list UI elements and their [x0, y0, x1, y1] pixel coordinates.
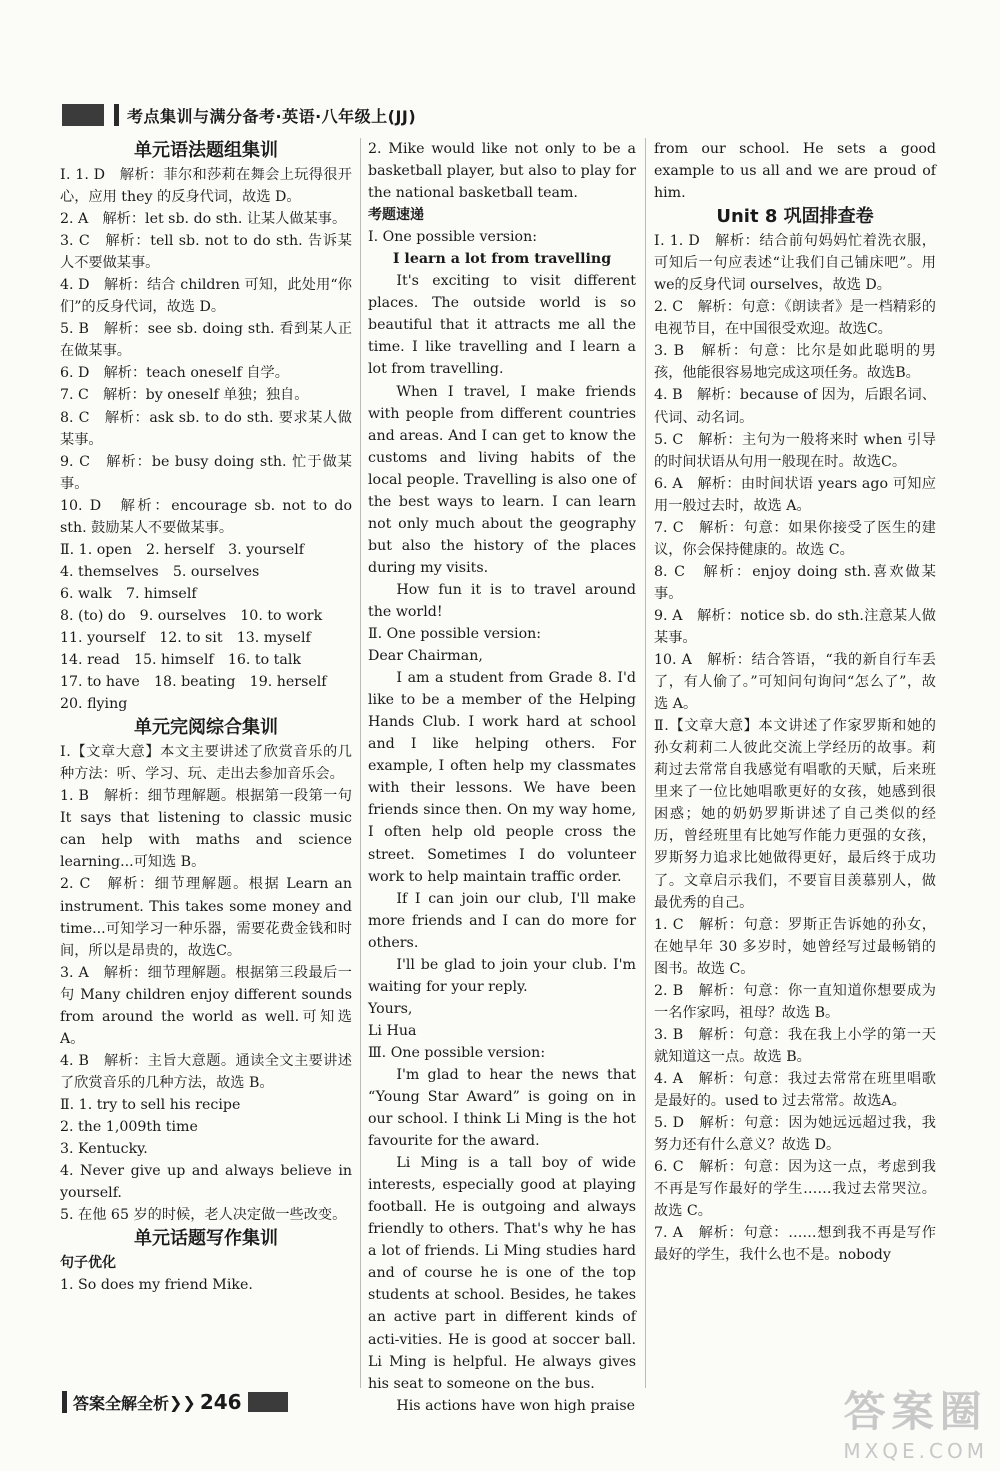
text-line: 10. D 解析：encourage sb. not to do sth. 鼓励某人不要做某事。: [60, 497, 352, 536]
text-line: Ⅱ. 1. open 2. herself 3. yourself: [60, 541, 305, 558]
text-line: 4. B 解析：because of 因为，后跟名词、代词、动名词。: [654, 387, 936, 426]
version-label: Ⅲ. One possible version:: [368, 1044, 546, 1061]
text-line: 5. B 解析：see sb. doing sth. 看到某人正在做某事。: [60, 321, 352, 360]
text-line: I'm glad to hear the news that “Young Star Award” is going on in our school. I think Li Ming is the hot favourite for the award.: [368, 1066, 636, 1150]
version-label: Ⅰ. One possible version:: [368, 229, 538, 246]
continued-text: from our school. He sets a good example to us all and we are proud of him.: [654, 141, 936, 202]
letter-body: [368, 667, 636, 998]
footer-block: [248, 1392, 288, 1412]
text-line: 3. B 解析：句意：我在我上小学的第一天就知道这一点。故选 B。: [654, 1026, 936, 1065]
text-line: 4. themselves 5. ourselves: [60, 563, 260, 580]
text-line: 7. A 解析：句意：……想到我不再是写作最好的学生，我什么也不是。nobody: [654, 1225, 936, 1264]
text-line: Ⅰ. 1. D 解析：结合前句妈妈忙着洗衣服，可知后一句应表述“让我们自己铺床吧”。用 we的反身代词 ourselves，故选 D。: [654, 233, 936, 294]
watermark: [843, 1379, 988, 1463]
subsection-title: 句子优化: [60, 1255, 116, 1272]
text-line: 1. So does my friend Mike.: [60, 1277, 253, 1294]
text-line: Li Hua: [368, 1022, 417, 1039]
letter-signature: [368, 998, 636, 1042]
essay-title: I learn a lot from travelling: [392, 251, 612, 268]
answer-group: [60, 1274, 352, 1296]
chevron-right-icon: ❯❯: [169, 1392, 196, 1412]
column-3: [654, 138, 936, 1266]
header-title: 考点集训与满分备考·英语·八年级上(JJ): [127, 106, 417, 126]
text-line: 2. B 解析：句意：你一直知道你想要成为一名作家吗，祖母？故选 B。: [654, 982, 936, 1021]
text-line: 4. A 解析：句意：我过去常常在班里唱歌是最好的。used to 过去常常。故选A。: [654, 1070, 936, 1109]
text-line: 6. C 解析：句意：因为这一点，考虑到我不再是写作最好的学生……我过去常哭泣。故选 C。: [654, 1159, 936, 1220]
page-header: [62, 100, 642, 130]
text-line: His actions have won high praise: [396, 1397, 635, 1414]
text-line: 3. C 解析：tell sb. not to do sth. 告诉某人不要做某事。: [60, 233, 352, 272]
section-title: 单元话题写作集训: [134, 1228, 278, 1250]
footer-bar: [62, 1391, 67, 1413]
text-line: 17. to have 18. beating 19. herself: [60, 674, 327, 691]
text-line: 4. D 解析：结合 children 可知，此处用“你们”的反身代词，故选 D。: [60, 277, 352, 316]
text-line: 8. (to) do 9. ourselves 10. to work: [60, 607, 323, 624]
text-line: 10. A 解析：结合答语，“我的新自行车丢了，有人偷了。”可知问句询问“怎么了”，故选 A。: [654, 652, 936, 713]
watermark-url: MXQE.COM: [843, 1439, 988, 1463]
text-line: 4. B 解析：主旨大意题。通读全文主要讲述了欣赏音乐的几种方法，故选 B。: [60, 1052, 352, 1091]
text-line: I am a student from Grade 8. I'd like to be a member of the Helping Hands Club. I work hard at school and I like helping others. For example, I often help my classmates with their lessons. We have been friends since then. On my way home, I often help old people cross the street. Sometimes I do volunteer work to help maintain traffic order.: [368, 670, 636, 885]
text-line: 7. C 解析：句意：如果你接受了医生的建议，你会保持健康的。故选 C。: [654, 519, 936, 558]
column-divider: [360, 138, 361, 1388]
text-line: Ⅰ. 1. D 解析：菲尔和莎莉在舞会上玩得很开心，应用 they 的反身代词，故选 D。: [60, 167, 352, 206]
column-divider: [645, 138, 646, 1388]
column-1: [60, 138, 352, 1296]
text-line: 3. A 解析：细节理解题。根据第三段最后一句 Many children enjoy different sounds from around the world as well.可知选 A。: [60, 964, 352, 1047]
answer-group: [368, 138, 636, 204]
version-label: Ⅱ. One possible version:: [368, 626, 542, 643]
text-line: 1. B 解析：细节理解题。根据第一段第一句 It says that listening to classic music can help with maths and science learning...可知选 B。: [60, 788, 352, 871]
page-number: 246: [199, 1390, 242, 1414]
text-line: 2. C 解析：细节理解题。根据 Learn an instrument. This takes some money and time...可知学习一种乐器，需要花费金钱和时间，所以是昂贵的，故选C。: [60, 876, 352, 959]
text-line: 5. C 解析：主句为一般将来时 when 引导的时间状语从句用一般现在时。故选C。: [654, 431, 936, 470]
answer-group: [60, 164, 352, 539]
text-line: When I travel, I make friends with people from different countries and areas. And I can get to know the customs and living habits of the local people. Travelling is also one of the best ways to learn. I can learn not only much about the geography but also the history of the places during my visits.: [368, 383, 636, 576]
text-line: Yours,: [368, 1000, 413, 1017]
text-line: 9. C 解析：be busy doing sth. 忙于做某事。: [60, 453, 352, 492]
section-title: 单元语法题组集训: [134, 140, 278, 161]
essay-body: [368, 1064, 636, 1417]
text-line: 6. D 解析：teach oneself 自学。: [60, 365, 289, 382]
text-line: 2. C 解析：句意：《朗读者》是一档精彩的电视节目，在中国很受欢迎。故选C。: [654, 299, 936, 338]
section-title: Unit 8 巩固排查卷: [716, 206, 874, 228]
letter-greeting: Dear Chairman,: [368, 648, 483, 665]
text-line: Ⅱ. 1. try to sell his recipe: [60, 1096, 241, 1113]
header-block: [62, 104, 104, 126]
text-line: 11. yourself 12. to sit 13. myself: [60, 629, 311, 646]
text-line: 2. the 1,009th time: [60, 1118, 198, 1135]
text-line: I'll be glad to join your club. I'm waiting for your reply.: [368, 956, 636, 995]
text-line: 5. 在他 65 岁的时候，老人决定做一些改变。: [60, 1207, 347, 1224]
text-line: 3. Kentucky.: [60, 1141, 148, 1158]
section-title: 单元完阅综合集训: [134, 717, 278, 739]
text-line: Ⅱ.【文章大意】本文讲述了作家罗斯和她的孙女莉莉二人彼此交流上学经历的故事。莉莉过去常常自我感觉有唱歌的天赋，后来班里来了一位比她唱歌更好的女孩，她感到很困惑；她的奶奶罗斯讲述了自己类似的经历，曾经班里有比她写作能力更强的女孩，罗斯努力追求比她做得更好，最后终于成功了。文章启示我们，不要盲目羡慕别人，做最优秀的自己。: [654, 718, 936, 911]
answer-group: [60, 539, 352, 715]
text-line: 4. Never give up and always believe in yourself.: [60, 1163, 352, 1202]
text-line: 3. B 解析：句意：比尔是如此聪明的男孩，他能很容易地完成这项任务。故选B。: [654, 343, 936, 382]
text-line: 14. read 15. himself 16. to talk: [60, 652, 301, 669]
text-line: If I can join our club, I'll make more friends and I can do more for others.: [368, 890, 636, 951]
text-line: 8. C 解析：ask sb. to do sth. 要求某人做某事。: [60, 409, 352, 448]
text-line: 6. A 解析：由时间状语 years ago 可知应用一般过去时，故选 A。: [654, 475, 936, 514]
essay-body: [368, 270, 636, 623]
header-bar: [114, 104, 119, 126]
answer-group: [60, 741, 352, 1094]
text-line: 6. walk 7. himself: [60, 585, 197, 602]
text-line: 8. C 解析：enjoy doing sth.喜欢做某事。: [654, 563, 936, 602]
column-2: [368, 138, 636, 1417]
text-line: It's exciting to visit different places. The outside world is so beautiful that it attracts me all the time. I like travelling and I learn a lot from travelling.: [368, 273, 636, 378]
text-line: 9. A 解析：notice sb. do sth.注意某人做某事。: [654, 607, 936, 646]
text-line: 20. flying: [60, 696, 128, 713]
answer-group: [654, 715, 936, 1266]
footer-label: 答案全解全析: [73, 1393, 170, 1413]
watermark-logo: 答案圈: [843, 1387, 988, 1436]
text-line: 7. C 解析：by oneself 单独；独自。: [60, 387, 309, 404]
page-footer: [62, 1390, 288, 1414]
text-line: 1. C 解析：句意：罗斯正告诉她的孙女，在她早年 30 多岁时，她曾经写过最畅销的图书。故选 C。: [654, 916, 936, 977]
text-line: 2. Mike would like not only to be a basketball player, but also to play for the national basketball team.: [368, 141, 636, 202]
text-line: 5. D 解析：句意：因为她远远超过我，我努力还有什么意义？故选 D。: [654, 1115, 936, 1154]
subsection-title: 考题速递: [368, 207, 424, 224]
text-line: Ⅰ.【文章大意】本文主要讲述了欣赏音乐的几种方法：听、学习、玩、走出去参加音乐会。: [60, 744, 352, 783]
answer-group: [654, 230, 936, 715]
answer-group: [60, 1094, 352, 1226]
text-line: Li Ming is a tall boy of wide interests, especially good at playing football. He is outgoing and always friendly to others. That's why he has a lot of friends. Li Ming studies hard and of course he is one of the top students at school. Besides, he takes an active part in different kinds of acti-vities. He is good at soccer ball. Li Ming is helpful. He always gives his seat to someone on the bus.: [368, 1155, 636, 1392]
text-line: How fun it is to travel around the world!: [368, 581, 636, 620]
text-line: 2. A 解析：let sb. do sth. 让某人做某事。: [60, 211, 347, 228]
